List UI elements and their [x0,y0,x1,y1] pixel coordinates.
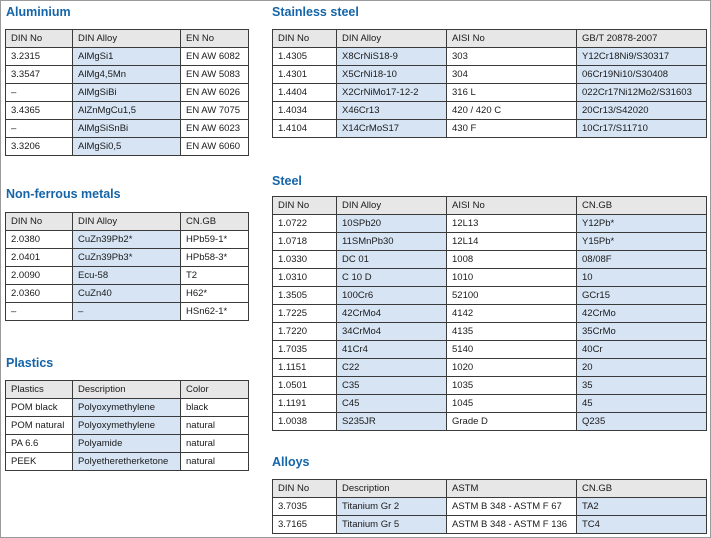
cell-din-no: 1.3505 [273,287,337,305]
cell-cn-gb: TC4 [577,516,707,534]
table-row [273,102,707,120]
cell-din-no: 3.4365 [6,102,73,120]
non-ferrous-title: Non-ferrous metals [6,187,121,201]
column-header: EN No [181,30,249,48]
cell-en-no: EN AW 6023 [181,120,249,138]
cell-din-no: – [6,84,73,102]
cell-din-alloy: CuZn40 [73,285,181,303]
table-row [273,395,707,413]
cell-plastics: POM black [6,399,73,417]
cell-aisi-no: 1020 [447,359,577,377]
cell-cn-gb: TA2 [577,498,707,516]
table-row [6,84,249,102]
column-header: CN.GB [577,197,707,215]
table-row [273,341,707,359]
cell-din-no: 1.0330 [273,251,337,269]
cell-din-alloy: C35 [337,377,447,395]
cell-plastics: PEEK [6,453,73,471]
column-header: AISI No [447,30,577,48]
table-row [6,417,249,435]
cell-din-no: 1.0038 [273,413,337,431]
cell-aisi-no: 420 / 420 C [447,102,577,120]
column-header: GB/T 20878-2007 [577,30,707,48]
cell-din-no: 1.7035 [273,341,337,359]
cell-description: Titanium Gr 2 [337,498,447,516]
cell-cn-gb: 40Cr [577,341,707,359]
column-header: CN.GB [577,480,707,498]
cell-en-no: EN AW 6082 [181,48,249,66]
cell-aisi-no: 316 L [447,84,577,102]
cell-cn-gb: 08/08F [577,251,707,269]
cell-aisi-no: 1035 [447,377,577,395]
cell-color: black [181,399,249,417]
cell-aisi-no: 4135 [447,323,577,341]
cell-cn-gb: HPb59-1* [181,231,249,249]
cell-aisi-no: 1045 [447,395,577,413]
table-row [273,251,707,269]
cell-din-no: 1.4104 [273,120,337,138]
cell-din-no: 1.0310 [273,269,337,287]
column-header: CN.GB [181,213,249,231]
cell-din-no: 2.0401 [6,249,73,267]
table-row [6,267,249,285]
table-row [6,453,249,471]
column-header: Plastics [6,381,73,399]
table-row [273,498,707,516]
cell-plastics: PA 6.6 [6,435,73,453]
cell-aisi-no: 1010 [447,269,577,287]
cell-din-no: – [6,303,73,321]
cell-aisi-no: 1008 [447,251,577,269]
cell-din-no: 1.1151 [273,359,337,377]
table-row [273,377,707,395]
table-row [6,48,249,66]
alloys-table [272,479,707,534]
cell-din-no: 1.4301 [273,66,337,84]
cell-din-no: 1.0722 [273,215,337,233]
column-header: Description [73,381,181,399]
cell-din-alloy: CuZn39Pb2* [73,231,181,249]
column-header: DIN No [273,197,337,215]
cell-aisi-no: 52100 [447,287,577,305]
cell-description: Polyoxymethylene [73,417,181,435]
cell-cn-gb: HSn62-1* [181,303,249,321]
cell-din-no: 2.0360 [6,285,73,303]
cell-din-alloy: AlMgSi0,5 [73,138,181,156]
cell-din-no: 3.3206 [6,138,73,156]
column-header: DIN No [6,30,73,48]
cell-din-no: 3.7165 [273,516,337,534]
cell-cn-gb: Y12Pb* [577,215,707,233]
cell-din-alloy: DC 01 [337,251,447,269]
table-row [273,323,707,341]
cell-aisi-no: 303 [447,48,577,66]
cell-description: Polyetheretherketone [73,453,181,471]
cell-en-no: EN AW 5083 [181,66,249,84]
cell-din-alloy: AlMgSi1 [73,48,181,66]
cell-din-alloy: AlMgSiSnBi [73,120,181,138]
table-row [6,399,249,417]
cell-aisi-no: 430 F [447,120,577,138]
cell-cn-gb: GCr15 [577,287,707,305]
cell-din-alloy: CuZn39Pb3* [73,249,181,267]
cell-description: Titanium Gr 5 [337,516,447,534]
cell-en-no: EN AW 7075 [181,102,249,120]
cell-din-no: 2.0380 [6,231,73,249]
table-row [273,305,707,323]
table-row [273,233,707,251]
cell-color: natural [181,453,249,471]
cell-aisi-no: 12L14 [447,233,577,251]
cell-din-alloy: 100Cr6 [337,287,447,305]
cell-color: natural [181,417,249,435]
cell-gb-t-20878-2007: 20Cr13/S42020 [577,102,707,120]
cell-astm: ASTM B 348 - ASTM F 67 [447,498,577,516]
cell-din-no: 3.7035 [273,498,337,516]
table-row [273,84,707,102]
cell-din-alloy: C22 [337,359,447,377]
column-header: DIN Alloy [337,197,447,215]
cell-aisi-no: 304 [447,66,577,84]
plastics-title: Plastics [6,356,54,370]
cell-gb-t-20878-2007: 06Cr19Ni10/S30408 [577,66,707,84]
cell-cn-gb: 35 [577,377,707,395]
plastics-table [5,380,249,471]
cell-din-no: 1.7220 [273,323,337,341]
cell-din-alloy: 10SPb20 [337,215,447,233]
cell-cn-gb: 45 [577,395,707,413]
column-header: DIN No [273,480,337,498]
cell-din-no: 2.0090 [6,267,73,285]
cell-aisi-no: Grade D [447,413,577,431]
cell-en-no: EN AW 6026 [181,84,249,102]
table-row [6,303,249,321]
cell-cn-gb: 35CrMo [577,323,707,341]
cell-description: Polyoxymethylene [73,399,181,417]
table-row [6,138,249,156]
steel-title: Steel [272,174,302,188]
cell-din-alloy: 34CrMo4 [337,323,447,341]
cell-color: natural [181,435,249,453]
column-header: DIN Alloy [73,30,181,48]
cell-en-no: EN AW 6060 [181,138,249,156]
stainless-steel-title: Stainless steel [272,5,359,19]
table-row [6,249,249,267]
cell-cn-gb: H62* [181,285,249,303]
table-row [273,359,707,377]
cell-din-alloy: AlZnMgCu1,5 [73,102,181,120]
cell-din-alloy: – [73,303,181,321]
cell-din-alloy: 41Cr4 [337,341,447,359]
table-row [273,48,707,66]
table-row [6,231,249,249]
cell-din-alloy: AlMgSiBi [73,84,181,102]
cell-cn-gb: T2 [181,267,249,285]
alloys-title: Alloys [272,455,310,469]
cell-cn-gb: 10 [577,269,707,287]
table-row [273,120,707,138]
non-ferrous-table [5,212,249,321]
column-header: ASTM [447,480,577,498]
cell-din-no: 1.4404 [273,84,337,102]
table-row [273,215,707,233]
cell-din-no: 1.1191 [273,395,337,413]
table-row [273,287,707,305]
cell-astm: ASTM B 348 - ASTM F 136 [447,516,577,534]
cell-din-alloy: 42CrMo4 [337,305,447,323]
aluminium-title: Aluminium [6,5,71,19]
cell-din-alloy: X2CrNiMo17-12-2 [337,84,447,102]
cell-din-alloy: X5CrNi18-10 [337,66,447,84]
cell-aisi-no: 4142 [447,305,577,323]
cell-cn-gb: HPb58-3* [181,249,249,267]
cell-gb-t-20878-2007: Y12Cr18Ni9/S30317 [577,48,707,66]
cell-din-alloy: AlMg4,5Mn [73,66,181,84]
cell-cn-gb: Y15Pb* [577,233,707,251]
table-row [273,269,707,287]
table-row [6,285,249,303]
column-header: DIN Alloy [73,213,181,231]
cell-gb-t-20878-2007: 022Cr17Ni12Mo2/S31603 [577,84,707,102]
cell-plastics: POM natural [6,417,73,435]
cell-din-alloy: Ecu-58 [73,267,181,285]
cell-din-alloy: C 10 D [337,269,447,287]
cell-din-no: 1.0718 [273,233,337,251]
cell-description: Polyamide [73,435,181,453]
table-row [273,413,707,431]
cell-din-no: 1.0501 [273,377,337,395]
column-header: DIN No [6,213,73,231]
cell-din-no: 1.4305 [273,48,337,66]
cell-cn-gb: 20 [577,359,707,377]
cell-aisi-no: 5140 [447,341,577,359]
column-header: DIN Alloy [337,30,447,48]
cell-din-alloy: C45 [337,395,447,413]
column-header: Color [181,381,249,399]
cell-din-alloy: 11SMnPb30 [337,233,447,251]
cell-cn-gb: 42CrMo [577,305,707,323]
column-header: Description [337,480,447,498]
stainless-steel-table [272,29,707,138]
table-row [273,66,707,84]
column-header: DIN No [273,30,337,48]
cell-aisi-no: 12L13 [447,215,577,233]
cell-din-no: 3.3547 [6,66,73,84]
table-row [6,66,249,84]
table-row [6,435,249,453]
cell-din-no: 1.7225 [273,305,337,323]
column-header: AISI No [447,197,577,215]
cell-din-alloy: X14CrMoS17 [337,120,447,138]
cell-din-no: 1.4034 [273,102,337,120]
table-row [273,516,707,534]
cell-din-alloy: X46Cr13 [337,102,447,120]
cell-din-alloy: X8CrNiS18-9 [337,48,447,66]
cell-din-no: – [6,120,73,138]
cell-din-no: 3.2315 [6,48,73,66]
table-row [6,120,249,138]
cell-din-alloy: S235JR [337,413,447,431]
aluminium-table [5,29,249,156]
steel-table [272,196,707,431]
cell-cn-gb: Q235 [577,413,707,431]
cell-gb-t-20878-2007: 10Cr17/S11710 [577,120,707,138]
table-row [6,102,249,120]
